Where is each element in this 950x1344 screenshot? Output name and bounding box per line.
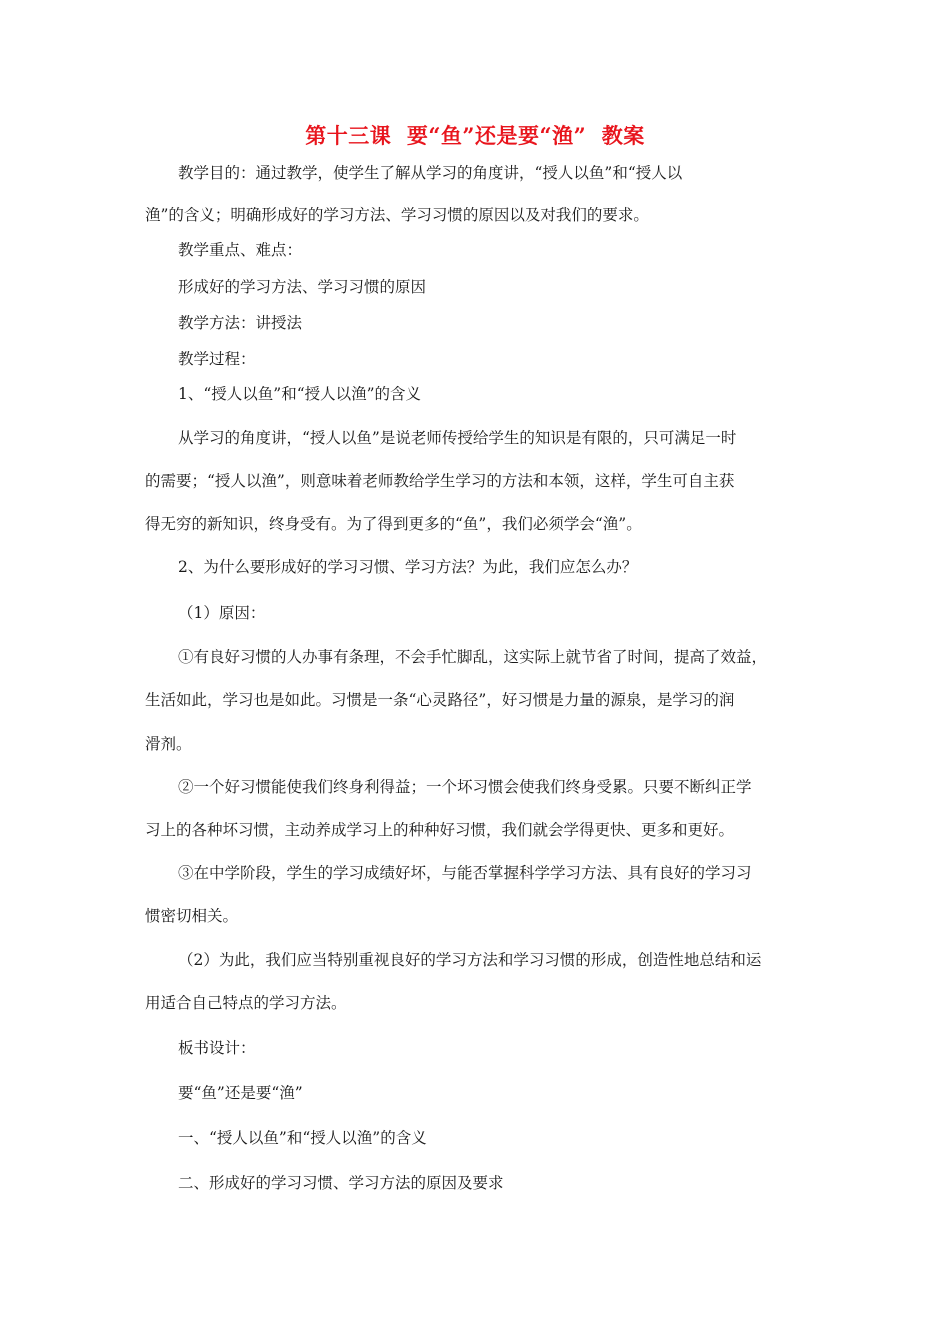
method-line: 教学方法：讲授法 [178, 314, 303, 332]
reason-3-line-1: ③在中学阶段，学生的学习成绩好坏，与能否掌握科学学习方法、具有良好的学习习 [178, 864, 752, 882]
document-title: 第十三课 要“鱼”还是要“渔” 教案 [305, 123, 645, 148]
objective-line-1: 教学目的：通过教学，使学生了解从学习的角度讲，“授人以鱼”和“授人以 [178, 164, 683, 182]
reason-1-line-3: 滑剂。 [145, 735, 192, 753]
reasons-heading: （1）原因： [178, 604, 266, 622]
key-points-heading: 教学重点、难点： [178, 241, 303, 259]
section-2-heading: 2、为什么要形成好的学习习惯、学习方法？为此，我们应怎么办？ [178, 558, 638, 576]
board-design-item-1: 一、“授人以鱼”和“授人以渔”的含义 [178, 1129, 427, 1147]
objective-line-2: 渔”的含义；明确形成好的学习方法、学习习惯的原因以及对我们的要求。 [145, 206, 649, 224]
board-design-heading: 板书设计： [178, 1039, 256, 1057]
paragraph-1-line-2: 的需要；“授人以渔”，则意味着老师教给学生学习的方法和本领，这样，学生可自主获 [145, 472, 735, 490]
board-design-title: 要“鱼”还是要“渔” [178, 1084, 303, 1102]
reason-2-line-1: ②一个好习惯能使我们终身利得益；一个坏习惯会使我们终身受累。只要不断纠正学 [178, 778, 752, 796]
paragraph-1-line-3: 得无穷的新知识，终身受有。为了得到更多的“鱼”，我们必须学会“渔”。 [145, 515, 642, 533]
board-design-item-2: 二、形成好的学习习惯、学习方法的原因及要求 [178, 1174, 504, 1192]
therefore-line-2: 用适合自己特点的学习方法。 [145, 994, 347, 1012]
reason-2-line-2: 习上的各种坏习惯，主动养成学习上的种种好习惯，我们就会学得更快、更多和更好。 [145, 821, 735, 839]
key-points-text: 形成好的学习方法、学习习惯的原因 [178, 278, 427, 296]
therefore-line-1: （2）为此，我们应当特别重视良好的学习方法和学习习惯的形成，创造性地总结和运 [178, 951, 762, 969]
reason-3-line-2: 惯密切相关。 [145, 907, 239, 925]
reason-1-line-1: ①有良好习惯的人办事有条理，不会手忙脚乱，这实际上就节省了时间，提高了效益， [178, 648, 768, 666]
reason-1-line-2: 生活如此，学习也是如此。习惯是一条“心灵路径”，好习惯是力量的源泉，是学习的润 [145, 691, 735, 709]
paragraph-1-line-1: 从学习的角度讲，“授人以鱼”是说老师传授给学生的知识是有限的，只可满足一时 [178, 429, 737, 447]
process-heading: 教学过程： [178, 350, 256, 368]
section-1-heading: 1、“授人以鱼”和“授人以渔”的含义 [178, 385, 422, 403]
